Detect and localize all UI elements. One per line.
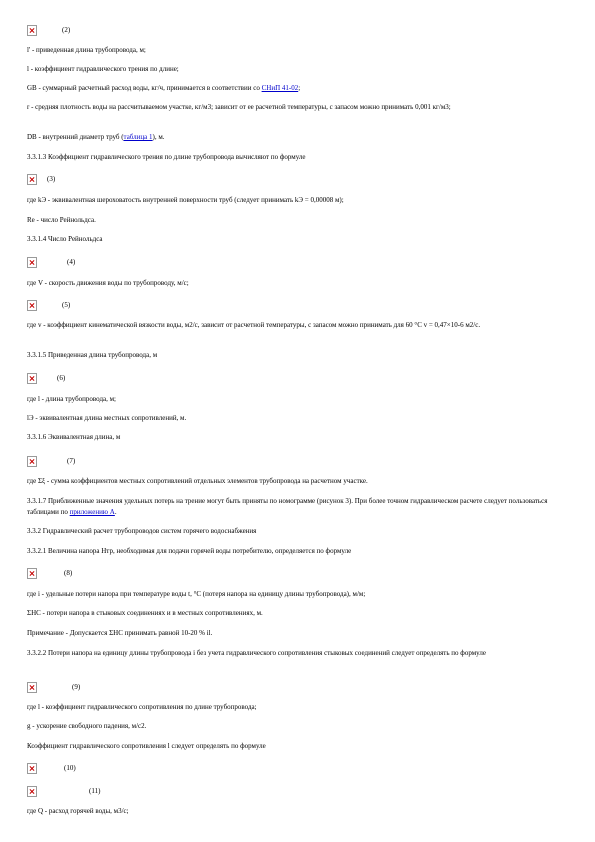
paragraph-text: ), м. [152, 133, 165, 141]
broken-image-icon [27, 373, 37, 384]
broken-image-icon [27, 257, 37, 268]
broken-image-icon [27, 456, 37, 467]
equation-number: (4) [67, 257, 76, 266]
paragraph: где Q - расход горячей воды, м3/с; [27, 807, 129, 815]
broken-image-icon [27, 763, 37, 774]
equation-number: (10) [64, 763, 76, 772]
paragraph [27, 132, 572, 143]
equation-number: (7) [67, 456, 76, 465]
paragraph: 3.3.2.1 Величина напора Hтр, необходимая для подачи горячей воды потребителю, определяется по формуле [27, 547, 352, 555]
paragraph: l - коэффициент гидравлического трения по длине; [27, 65, 179, 73]
equation-row [27, 761, 76, 775]
section-heading: 3.3.1.6 Эквивалентная длина, м [27, 433, 121, 441]
paragraph: g - ускорение свободного падения, м/с2. [27, 722, 147, 730]
equation-number: (8) [64, 568, 73, 577]
paragraph: 3.3.1.3 Коэффициент гидравлического трения по длине трубопровода вычисляют по формуле [27, 153, 306, 161]
broken-image-icon [27, 174, 37, 185]
equation-row [27, 298, 70, 312]
broken-image-icon [27, 300, 37, 311]
paragraph: l' - приведенная длина трубопровода, м; [27, 46, 146, 54]
paragraph: где l - коэффициент гидравлического сопротивления по длине трубопровода; [27, 703, 257, 711]
paragraph-text: GB - суммарный расчетный расход воды, кг/ч, принимается в соответствии со [27, 84, 262, 92]
equation-number: (5) [62, 300, 71, 309]
equation-row [27, 172, 55, 186]
snip-link[interactable]: СНиП 41-02 [261, 84, 299, 92]
equation-row [27, 784, 100, 798]
broken-image-icon [27, 568, 37, 579]
paragraph: Re - число Рейнольдса. [27, 216, 96, 224]
paragraph [27, 83, 572, 94]
equation-row [27, 255, 75, 269]
table-link[interactable]: таблица 1 [123, 133, 153, 141]
paragraph: где V - скорость движения воды по трубопроводу, м/с; [27, 279, 189, 287]
paragraph: где l - длина трубопровода, м; [27, 395, 116, 403]
broken-image-icon [27, 25, 37, 36]
paragraph: где Σξ - сумма коэффициентов местных сопротивлений отдельных элементов трубопровода на расчетном участке. [27, 477, 368, 485]
appendix-link[interactable]: приложению А [69, 508, 115, 516]
equation-number: (9) [72, 682, 81, 691]
paragraph: ΣHС - потери напора в стыковых соединениях и в местных сопротивлениях, м. [27, 609, 263, 617]
equation-number: (2) [62, 25, 71, 34]
broken-image-icon [27, 682, 37, 693]
paragraph [27, 496, 572, 518]
paragraph: где i - удельные потери напора при температуре воды t, °С (потеря напора на единицу длины трубопровода), м/м; [27, 590, 366, 598]
paragraph: r - средняя плотность воды на рассчитываемом участке, кг/м3; зависит от ее расчетной температуры, с запасом можно принимать 0,001 кг/м3; [27, 103, 451, 111]
note: Примечание - Допускается ΣHС принимать равной 10-20 % il. [27, 629, 213, 637]
broken-image-icon [27, 786, 37, 797]
section-heading: 3.3.1.4 Число Рейнольдса [27, 235, 103, 243]
paragraph-text: 3.3.1.7 Приближенные значения удельных потерь на трение могут быть приняты по номограмме (рисунок 3). При более точном гидравлическом расчете следует пользоваться таблицами по [27, 497, 548, 516]
equation-row [27, 454, 75, 468]
paragraph-text: . [114, 508, 117, 516]
paragraph: где kЭ - эквивалентная шероховатость внутренней поверхности труб (следует принимать kЭ = 0,00008 м); [27, 196, 344, 204]
paragraph-text: DB - внутренний диаметр труб ( [27, 133, 124, 141]
equation-row [27, 23, 70, 37]
paragraph: lЭ - эквивалентная длина местных сопротивлений, м. [27, 414, 187, 422]
section-heading: 3.3.1.5 Приведенная длина трубопровода, м [27, 351, 158, 359]
equation-number: (11) [89, 786, 101, 795]
equation-row [27, 566, 72, 580]
paragraph: Коэффициент гидравлического сопротивления l следует определять по формуле [27, 742, 266, 750]
section-heading: 3.3.2 Гидравлический расчет трубопроводов систем горячего водоснабжения [27, 527, 257, 535]
paragraph: где v - коэффициент кинематической вязкости воды, м2/с, зависит от расчетной температуры, с запасом можно принимать для 60 °С v = 0,47×10-6 м2/с. [27, 321, 481, 329]
paragraph: 3.3.2.2 Потери напора на единицу длины трубопровода i без учета гидравлического сопротивления стыковых соединений следует определять по формуле [27, 649, 486, 657]
paragraph-text: ; [298, 84, 301, 92]
equation-row [27, 371, 65, 385]
equation-number: (6) [57, 373, 66, 382]
equation-row [27, 680, 80, 694]
equation-number: (3) [47, 174, 56, 183]
